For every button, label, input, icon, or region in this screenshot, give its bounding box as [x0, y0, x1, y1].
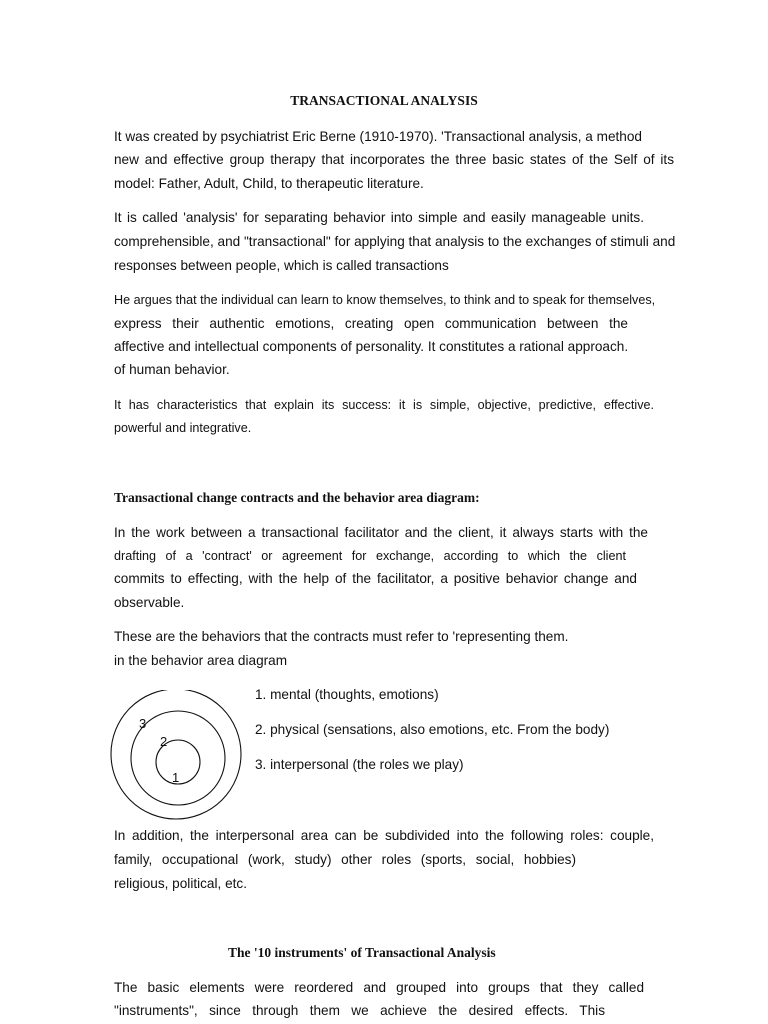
p2-line-1: It is called 'analysis' for separating behavior into simple and easily manageable units. [114, 210, 644, 225]
p3-line-3: affective and intellectual components of personality. It constitutes a rational approach. [114, 339, 629, 354]
behavior-area-diagram [108, 690, 248, 820]
p2-line-2: comprehensible, and "transactional" for applying that analysis to the exchanges of stimuli and [114, 234, 676, 249]
p5-line-1: In the work between a transactional facilitator and the client, it always starts with the [114, 525, 648, 540]
legend-item-physical: 2. physical (sensations, also emotions, etc. From the body) [255, 722, 610, 737]
p1-line-1: It was created by psychiatrist Eric Berne (1910-1970). 'Transactional analysis, a method [114, 129, 642, 144]
p7-line-3: religious, political, etc. [114, 876, 247, 891]
p6-line-1: These are the behaviors that the contracts must refer to 'representing them. [114, 629, 569, 644]
ring-label-1: 1 [172, 770, 180, 785]
p6-line-2: in the behavior area diagram [114, 653, 288, 668]
ring-label-2: 2 [160, 734, 168, 749]
p8-line-1: The basic elements were reordered and grouped into groups that they called [114, 980, 644, 995]
p3-line-1: He argues that the individual can learn to know themselves, to think and to speak for themselves, [114, 293, 656, 307]
document-title: TRANSACTIONAL ANALYSIS [290, 93, 478, 108]
p3-line-2: express their authentic emotions, creating open communication between the [114, 316, 628, 331]
p7-line-2: family, occupational (work, study) other roles (sports, social, hobbies) [114, 852, 576, 867]
ring-interpersonal [111, 690, 241, 819]
p1-line-2: new and effective group therapy that incorporates the three basic states of the Self of its [114, 152, 674, 167]
p5-line-3: commits to effecting, with the help of the facilitator, a positive behavior change and [114, 571, 637, 586]
p5-line-2: drafting of a 'contract' or agreement for exchange, according to which the client [114, 549, 626, 563]
legend-item-interpersonal: 3. interpersonal (the roles we play) [255, 757, 464, 772]
p8-line-2: "instruments", since through them we achieve the desired effects. This [114, 1003, 605, 1018]
p1-line-3: model: Father, Adult, Child, to therapeutic literature. [114, 176, 424, 191]
legend-item-mental: 1. mental (thoughts, emotions) [255, 687, 439, 702]
p3-line-4: of human behavior. [114, 362, 230, 377]
p4-line-2: powerful and integrative. [114, 421, 252, 435]
p5-line-4: observable. [114, 595, 185, 610]
p4-line-1: It has characteristics that explain its success: it is simple, objective, predictive, effective. [114, 398, 654, 412]
section-heading-contracts: Transactional change contracts and the behavior area diagram: [114, 490, 480, 505]
p7-line-1: In addition, the interpersonal area can be subdivided into the following roles: couple, [114, 828, 654, 843]
p2-line-3: responses between people, which is called transactions [114, 258, 449, 273]
section-heading-instruments: The '10 instruments' of Transactional Analysis [228, 945, 496, 960]
ring-label-3: 3 [139, 716, 147, 731]
